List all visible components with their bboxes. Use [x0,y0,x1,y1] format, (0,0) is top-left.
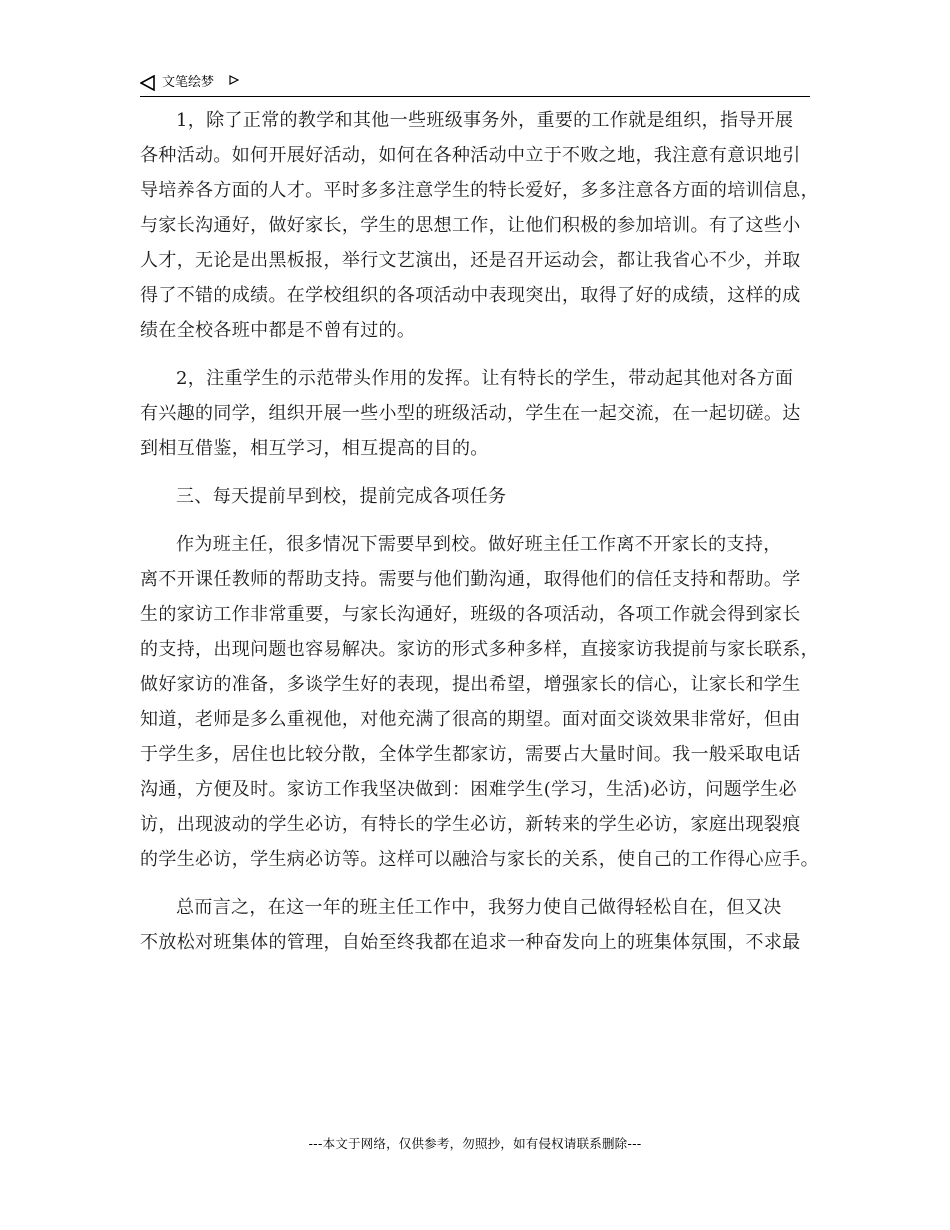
text-line: 沟通，方便及时。家访工作我坚决做到：困难学生(学习，生活)必访，问题学生必 [140,779,797,800]
text-line: 人才，无论是出黑板报，举行文艺演出，还是召开运动会，都让我省心不少，并取 [140,250,801,271]
text-line: 三、每天提前早到校，提前完成各项任务 [176,486,507,507]
text-line: 生的家访工作非常重要，与家长沟通好，班级的各项活动，各项工作就会得到家长 [140,604,801,625]
paragraph [140,361,820,466]
triangle-left-icon [140,75,156,91]
paragraph [140,890,820,960]
text-line: 有兴趣的同学，组织开展一些小型的班级活动，学生在一起交流，在一起切磋。达 [140,403,801,424]
text-line: 离不开课任教师的帮助支持。需要与他们勤沟通，取得他们的信任支持和帮助。学 [140,569,801,590]
text-line: 于学生多，居住也比较分散，全体学生都家访，需要占大量时间。我一般采取电话 [140,744,801,765]
header-brand: 文笔绘梦 [162,75,215,90]
text-line: 的支持，出现问题也容易解决。家访的形式多种多样，直接家访我提前与家长联系， [140,639,819,660]
paragraph [140,527,820,877]
text-line: 访，出现波动的学生必访，有特长的学生必访，新转来的学生必访，家庭出现裂痕 [140,814,801,835]
text-line: 知道，老师是多么重视他，对他充满了很高的期望。面对面交谈效果非常好，但由 [140,709,801,730]
paragraph [140,479,820,514]
text-line: 2，注重学生的示范带头作用的发挥。让有特长的学生，带动起其他对各方面 [176,368,794,389]
page-header [140,72,810,97]
paragraph [140,103,820,348]
document-body [140,103,820,973]
text-line: 与家长沟通好，做好家长，学生的思想工作，让他们积极的参加培训。有了这些小 [140,215,801,236]
text-line: 不放松对班集体的管理，自始至终我都在追求一种奋发向上的班集体氛围，不求最 [140,932,801,953]
text-line: 到相互借鉴，相互学习，相互提高的目的。 [140,438,489,459]
text-line: 导培养各方面的人才。平时多多注意学生的特长爱好，多多注意各方面的培训信息， [140,180,819,201]
disclaimer-footer: ---本文于网络，仅供参考，勿照抄，如有侵权请联系删除--- [308,1136,642,1151]
text-line: 作为班主任，很多情况下需要早到校。做好班主任工作离不开家长的支持， [176,534,782,555]
text-line: 总而言之，在这一年的班主任工作中，我努力使自己做得轻松自在，但又决 [176,897,782,918]
text-line: 各种活动。如何开展好活动，如何在各种活动中立于不败之地，我注意有意识地引 [140,145,801,166]
triangle-right-icon [229,75,239,85]
text-line: 1，除了正常的教学和其他一些班级事务外，重要的工作就是组织，指导开展 [176,110,794,131]
text-line: 得了不错的成绩。在学校组织的各项活动中表现突出，取得了好的成绩，这样的成 [140,285,801,306]
text-line: 绩在全校各班中都是不曾有过的。 [140,320,416,341]
text-line: 做好家访的准备，多谈学生好的表现，提出希望，增强家长的信心，让家长和学生 [140,674,801,695]
text-line: 的学生必访，学生病必访等。这样可以融洽与家长的关系，使自己的工作得心应手。 [140,849,819,870]
